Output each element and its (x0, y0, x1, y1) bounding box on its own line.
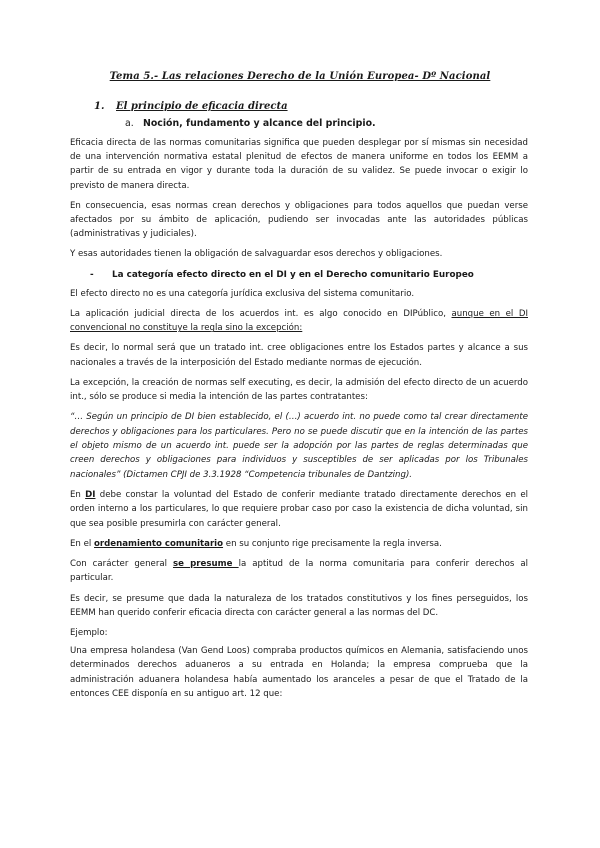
dash-marker: - (90, 269, 94, 280)
paragraph-13: Una empresa holandesa (Van Gend Loos) compraba productos químicos en Alemania, satisfaciendo unos determinados derechos aduaneros a su entrada en Holanda; la empresa comprueba que la administración aduanera holandesa había aumentado los aranceles a pesar de que el Tratado de la entonces CEE disponía en su antiguo art. 12 que: (70, 646, 528, 699)
paragraph-12: Ejemplo: (70, 627, 108, 638)
subsection-number: a. (125, 118, 134, 129)
paragraph-10-emphasis: se presume (172, 559, 239, 570)
paragraph-2: En consecuencia, esas normas crean derechos y obligaciones para todos aquellos que puedan verse afectados por su ámbito de aplicación, pudiendo ser invocadas ante las autoridades públicas (administrativas y judiciales). (70, 200, 528, 240)
paragraph-1: Eficacia directa de las normas comunitarias significa que pueden desplegar por sí mismas sin necesidad de una intervención normativa estatal plenitud de efectos de manera uniforme en todos los EEMM a partir de su entrada en vigor y durante toda la duración de su validez. Se puede invocar o exigir lo previsto de manera directa. (70, 138, 528, 191)
paragraph-3: Y esas autoridades tienen la obligación de salvaguardar esos derechos y obligaciones. (70, 249, 443, 260)
document-body (70, 136, 528, 707)
paragraph-9 (70, 537, 528, 551)
paragraph-8-rest: debe constar la voluntad del Estado de conferir mediante tratado directamente derechos en el orden interno a los particulares, lo que requiere probar caso por caso la existencia de dicha voluntad, sin que sea posible presumirla con carácter general. (70, 490, 529, 529)
paragraph-5-text: La aplicación judicial directa de los acuerdos int. es algo conocido en DIPúblico, (70, 309, 452, 320)
paragraph-10-rest: la aptitud de la norma comunitaria para conferir derechos al particular. (70, 559, 528, 584)
dash-heading-text: La categoría efecto directo en el DI y en el Derecho comunitario Europeo (112, 269, 474, 280)
paragraph-9-text: En el (70, 538, 95, 549)
paragraph-8-text: En (70, 490, 86, 501)
paragraph-5 (70, 307, 528, 335)
dash-heading (70, 268, 528, 282)
subsection-heading (125, 118, 376, 129)
blockquote: “… Según un principio de DI bien establecido, el (…) acuerdo int. no puede como tal crear directamente derechos y obligaciones para los particulares. Pero no se puede discutir que en la intención de las partes el objeto mismo de un acuerdo int. puede ser la adopción por las partes de reglas determinadas que creen derechos y obligaciones para individuos y susceptibles de ser aplicadas por los Tribunales nacionales” (Dictamen CPJI de 3.3.1928 “Competencia tribunales de Dantzing). (70, 412, 528, 480)
section-number: 1. (94, 101, 105, 112)
paragraph-8-emphasis: DI (85, 490, 96, 501)
paragraph-7: La excepción, la creación de normas self executing, es decir, la admisión del efecto directo de un acuerdo int., sólo se produce si media la intención de las partes contratantes: (70, 377, 528, 403)
document-title: Tema 5.- Las relaciones Derecho de la Unión Europea- Dº Nacional (109, 71, 491, 82)
section-heading (94, 101, 288, 112)
section-title: El principio de eficacia directa (116, 101, 288, 112)
paragraph-4: El efecto directo no es una categoría jurídica exclusiva del sistema comunitario. (70, 288, 415, 299)
paragraph-11: Es decir, se presume que dada la naturaleza de los tratados constitutivos y los fines perseguidos, los EEMM han querido conferir eficacia directa con carácter general a las normas del DC. (70, 593, 528, 618)
paragraph-5-underlined: aunque en el DI convencional no constituye la regla sino la excepción: (70, 309, 528, 334)
paragraph-9-emphasis: ordenamiento comunitario (94, 538, 224, 549)
paragraph-10-text: Con carácter general (70, 559, 173, 570)
paragraph-9-rest: en su conjunto rige precisamente la regla inversa. (223, 538, 442, 549)
paragraph-10 (70, 557, 528, 585)
paragraph-8 (70, 488, 528, 531)
subsection-title: Noción, fundamento y alcance del principio. (143, 118, 376, 129)
paragraph-6: Es decir, lo normal será que un tratado int. cree obligaciones entre los Estados partes y alcance a sus nacionales a través de la interposición del Estado mediante normas de ejecución. (70, 343, 528, 368)
